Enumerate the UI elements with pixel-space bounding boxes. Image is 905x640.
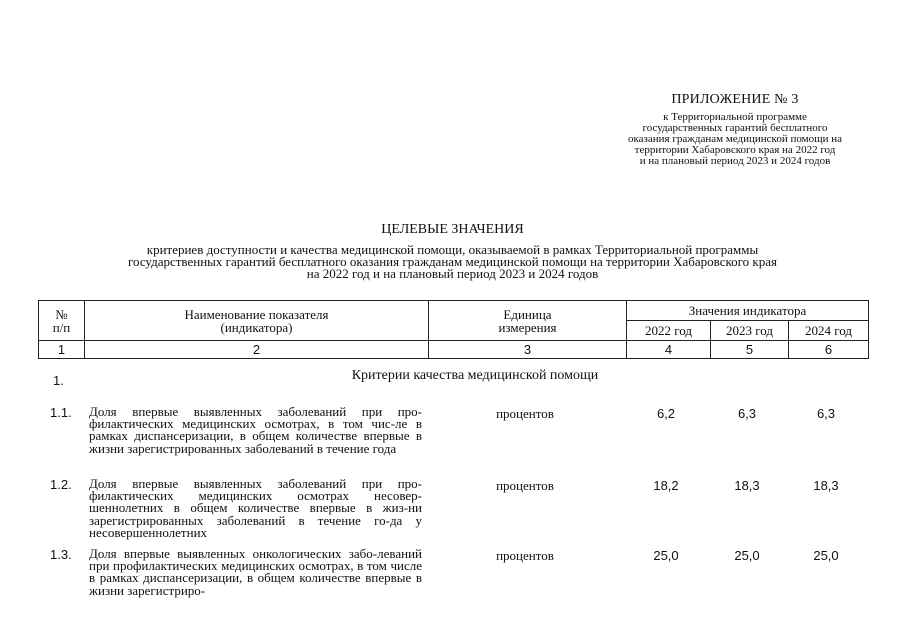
indicator-table-header [38,300,869,359]
row-value-2024: 6,3 [816,406,836,421]
header-year: 2023 год [711,321,789,341]
header-values: Значения индикатора [627,301,869,321]
row-indicator-name: Доля впервые выявленных заболеваний при про-филактических медицинских осмотрах несовер-шеннолетних в общем количестве впервые в жиз-ни зарегистрированных заболеваний в течение го-да у несовершеннолетних [89,476,422,540]
row-unit: процентов [496,478,554,493]
column-number: 6 [789,341,869,359]
appendix-line: и на плановый период 2023 и 2024 годов [639,155,831,167]
row-number: 1.3. [50,547,72,562]
appendix-block [605,92,865,167]
section-title: Критерии качества медицинской помощи [351,368,599,383]
row-unit: процентов [496,548,554,563]
row-indicator-name: Доля впервые выявленных заболеваний при про-филактических медицинских осмотрах, в том чис-ле в рамках диспансеризации, в общем количестве впервые в жизни зарегистрированных заболеваний в течение года [89,404,422,456]
header-unit: Единица измерения [429,301,627,341]
appendix-line: государственных гарантий бесплатного [642,122,828,134]
row-value-2023: 6,3 [737,406,757,421]
document-subtitle [60,244,845,280]
column-number: 3 [429,341,627,359]
subtitle-line: на 2022 год и на плановый период 2023 и 2024 годов [306,266,599,281]
column-number: 1 [39,341,85,359]
row-value-2022: 18,2 [653,478,679,493]
row-value-2022: 25,0 [653,548,679,563]
row-unit: процентов [496,406,554,421]
column-number: 5 [711,341,789,359]
row-indicator-name: Доля впервые выявленных онкологических забо-леваний при профилактических медицинских осмотрах, в том числе в рамках диспансеризации, в общем количестве впервые в жизни зарегистриро- [89,546,422,598]
subtitle-line: государственных гарантий бесплатного оказания гражданам медицинской помощи на территории Хабаровского края [127,254,777,269]
row-value-2023: 25,0 [734,548,760,563]
header-year: 2022 год [627,321,711,341]
column-number: 4 [627,341,711,359]
row-value-2022: 6,2 [656,406,676,421]
document-title: ЦЕЛЕВЫЕ ЗНАЧЕНИЯ [381,222,524,237]
row-value-2024: 18,3 [813,478,839,493]
appendix-line: территории Хабаровского края на 2022 год [634,144,836,156]
header-num: № п/п [39,301,85,341]
row-value-2023: 18,3 [734,478,760,493]
appendix-line: к Территориальной программе [663,111,807,123]
row-number: 1.2. [50,477,72,492]
appendix-title: ПРИЛОЖЕНИЕ № 3 [671,92,799,107]
subtitle-line: критериев доступности и качества медицинской помощи, оказываемой в рамках Территориальной программы [146,242,759,257]
appendix-line: оказания гражданам медицинской помощи на [628,133,842,145]
row-number: 1.1. [50,405,72,420]
column-number: 2 [85,341,429,359]
section-number: 1. [53,373,64,388]
row-value-2024: 25,0 [813,548,839,563]
header-year: 2024 год [789,321,869,341]
header-name: Наименование показателя (индикатора) [85,301,429,341]
